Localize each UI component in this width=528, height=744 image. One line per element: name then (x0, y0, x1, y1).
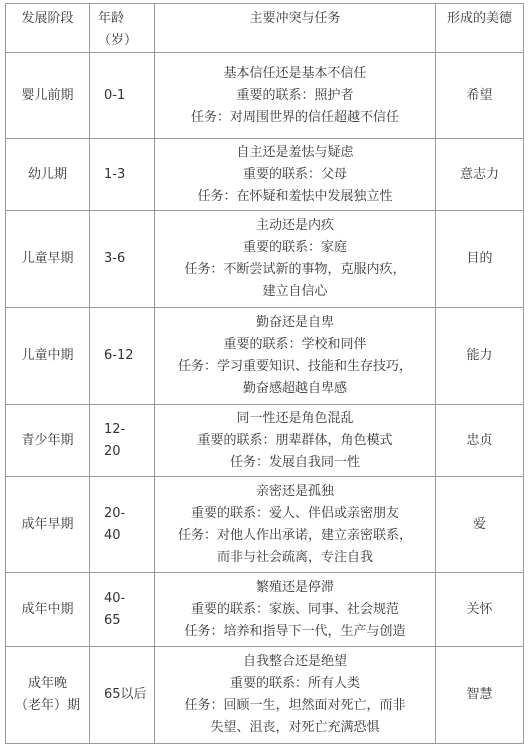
task-line: 重要的联系：家族、同事、社会规范 (190, 601, 399, 617)
virtue-cell: 爱 (436, 477, 524, 573)
stage-cell (6, 573, 90, 647)
age-cell (90, 53, 155, 139)
header-age (90, 4, 155, 53)
table-row (6, 647, 524, 744)
conflict-title: 主动还是内疚 (255, 218, 334, 233)
table-row (6, 573, 524, 647)
stage-cell (6, 53, 90, 139)
task-line: 而非与社会疏离，专注自我 (216, 549, 373, 565)
stage-cell (6, 647, 90, 744)
conflict-title: 勤奋还是自卑 (255, 315, 334, 330)
header-row (6, 4, 524, 53)
erikson-stages-table-wrapper (5, 3, 524, 744)
virtue-cell: 目的 (436, 211, 524, 308)
task-line: 任务：回顾一生，坦然面对死亡，而非 (184, 698, 406, 713)
conflict-task-cell (155, 647, 436, 744)
task-line: 任务：培养和指导下一代，生产与创造 (184, 623, 406, 639)
age-cell (90, 211, 155, 308)
task-line: 重要的联系：学校和同伴 (223, 337, 367, 352)
age-value: 40 (104, 527, 121, 543)
conflict-title: 自主还是羞怯与疑虑 (236, 144, 354, 160)
stage-label: 婴儿前期 (21, 87, 74, 103)
task-line: 重要的联系：爱人、伴侣或亲密朋友 (190, 505, 399, 521)
conflict-task-cell (155, 308, 436, 405)
virtue-cell: 关怀 (436, 573, 524, 647)
task-line: 任务：发展自我同一性 (229, 454, 360, 470)
task-line: 任务：对他人作出承诺，建立亲密联系， (177, 527, 412, 543)
age-cell (90, 477, 155, 573)
header-conflict: 主要冲突与任务 (155, 4, 436, 53)
stage-label: （老年）期 (14, 698, 80, 713)
conflict-title: 自我整合还是绝望 (242, 654, 347, 669)
age-value: 1-3 (104, 166, 126, 182)
age-value: 40- (104, 590, 126, 606)
age-cell (90, 573, 155, 647)
stage-cell (6, 211, 90, 308)
conflict-title: 亲密还是孤独 (255, 483, 334, 499)
conflict-task-cell (155, 573, 436, 647)
header-virtue: 形成的美德 (436, 4, 524, 53)
header-age-line: 年龄 (98, 11, 125, 26)
age-value: 6-12 (104, 348, 134, 363)
age-value: 65 (104, 612, 121, 628)
stage-cell (6, 139, 90, 211)
age-value: 3-6 (104, 251, 126, 266)
age-cell (90, 405, 155, 477)
task-line: 任务：不断尝试新的事物，克服内疚， (184, 262, 406, 277)
table-row (6, 139, 524, 211)
task-line: 重要的联系：朋辈群体，角色模式 (197, 432, 393, 448)
age-value: 12- (104, 421, 126, 437)
table-row (6, 477, 524, 573)
conflict-task-cell (155, 53, 436, 139)
task-line: 任务：学习重要知识、技能和生存技巧， (177, 359, 412, 374)
virtue-cell: 希望 (436, 53, 524, 139)
table-row (6, 308, 524, 405)
age-value: 0-1 (104, 87, 126, 103)
virtue-cell: 智慧 (436, 647, 524, 744)
erikson-stages-table (5, 3, 524, 744)
stage-label: 成年早期 (21, 516, 74, 532)
conflict-title: 同一性还是角色混乱 (236, 410, 354, 426)
conflict-task-cell (155, 405, 436, 477)
task-line: 重要的联系：照护者 (236, 87, 354, 103)
age-cell (90, 308, 155, 405)
task-line: 重要的联系：父母 (242, 166, 347, 182)
age-value: 65以后 (104, 687, 147, 702)
stage-cell (6, 405, 90, 477)
task-line: 重要的联系：家庭 (242, 240, 347, 255)
virtue-cell: 忠贞 (436, 405, 524, 477)
virtue-cell: 意志力 (436, 139, 524, 211)
stage-label: 成年晚 (27, 676, 67, 691)
stage-label: 青少年期 (21, 432, 74, 448)
conflict-title: 繁殖还是停滞 (255, 579, 334, 595)
table-row (6, 211, 524, 308)
task-line: 任务：对周围世界的信任超越不信任 (190, 109, 399, 125)
stage-label: 幼儿期 (27, 166, 67, 182)
age-cell (90, 647, 155, 744)
conflict-task-cell (155, 477, 436, 573)
age-value: 20 (104, 443, 121, 459)
virtue-cell: 能力 (436, 308, 524, 405)
stage-cell (6, 308, 90, 405)
age-value: 20- (104, 505, 126, 521)
stage-cell (6, 477, 90, 573)
table-row (6, 405, 524, 477)
age-cell (90, 139, 155, 211)
task-line: 勤奋感超越自卑感 (242, 381, 347, 396)
stage-label: 成年中期 (21, 601, 74, 617)
conflict-title: 基本信任还是基本不信任 (223, 65, 367, 81)
table-row (6, 53, 524, 139)
task-line: 任务：在怀疑和羞怯中发展独立性 (197, 188, 393, 204)
conflict-task-cell (155, 211, 436, 308)
task-line: 重要的联系：所有人类 (229, 676, 360, 691)
stage-label: 儿童中期 (21, 348, 74, 363)
header-age-unit: （岁） (98, 33, 138, 48)
task-line: 建立自信心 (262, 284, 328, 299)
task-line: 失望、沮丧，对死亡充满恐惧 (210, 720, 380, 735)
header-stage: 发展阶段 (6, 4, 90, 53)
stage-label: 儿童早期 (21, 251, 74, 266)
conflict-task-cell (155, 139, 436, 211)
